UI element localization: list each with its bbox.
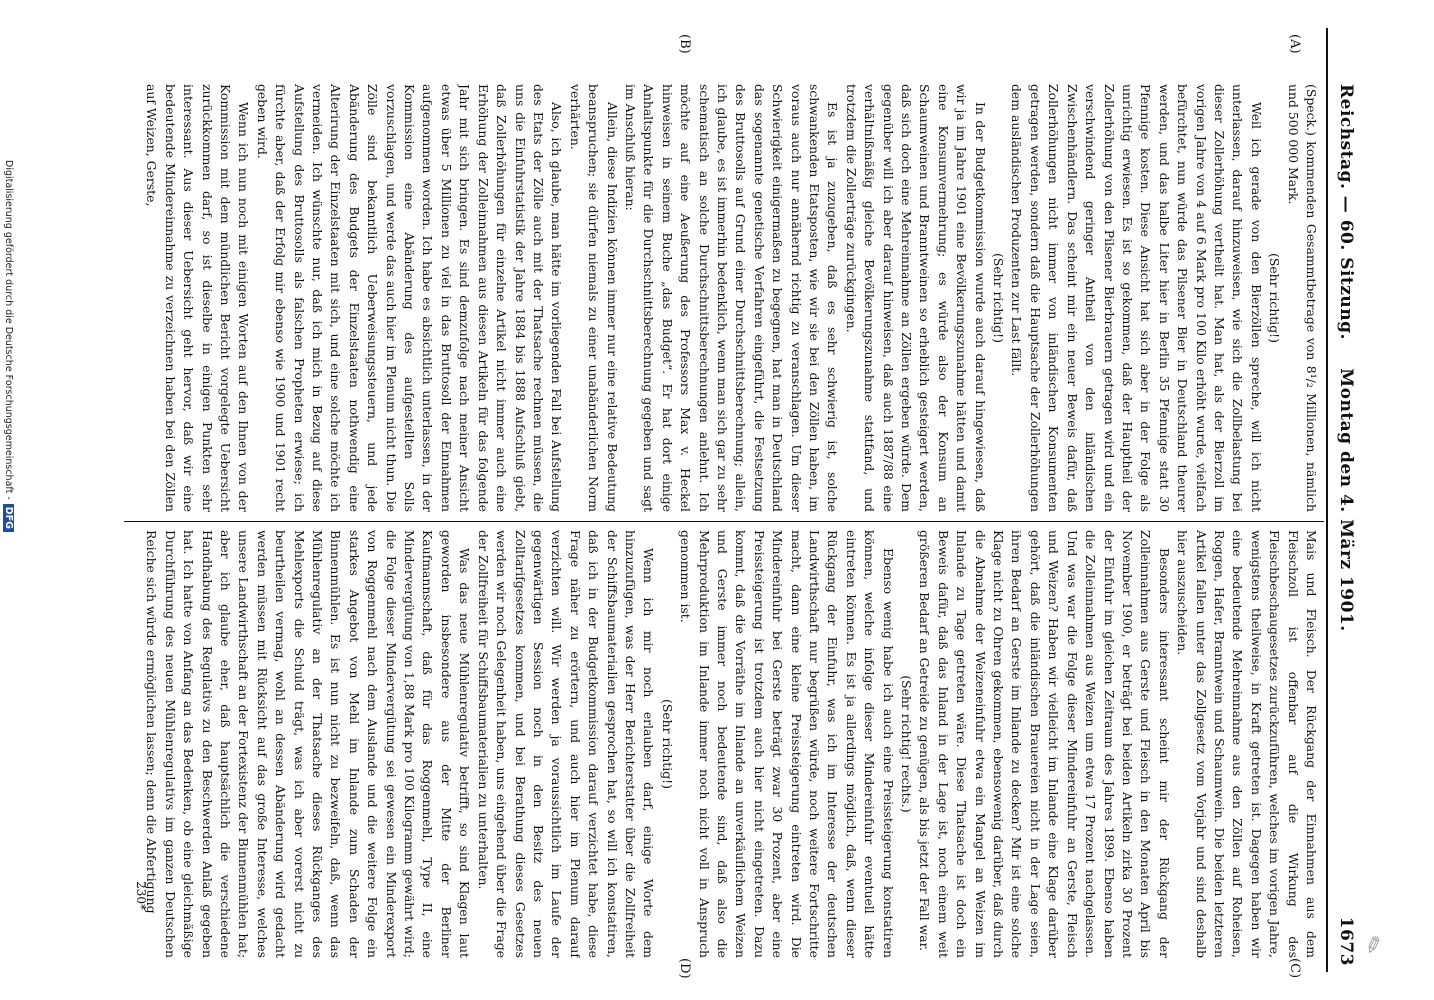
header-rule xyxy=(1326,28,1328,972)
header-date: Montag den 4. März 1901. xyxy=(1336,368,1356,632)
paragraph: Mais und Fleisch. Der Rückgang der Einnahmen aus dem Fleischzoll ist offenbar auf die Wirkung des Fleischbeschaugesetzes zurückzuführen, welches im vorigen Jahre, wenigstens theilweise, in Kraft getreten ist. Dagegen haben wir eine bedeutende Mehreinnahme aus den Zöllen auf Roheisen, Roggen, Hafer, Branntwein und Schaumwein. Die beiden letzteren Artikel fallen unter das Zollgesetz vom Vorjahr und sind deshalb hier auszuscheiden. xyxy=(1175,530,1319,958)
digitization-credit xyxy=(3,160,14,980)
margin-letter-b: (B) xyxy=(677,34,692,54)
handwritten-mark-icon: ✎ xyxy=(1356,932,1387,959)
header-session: Reichstag. — 60. Sitzung. xyxy=(1336,84,1356,340)
interjection: (Sehr richtig!) xyxy=(659,699,675,789)
margin-letter-c: (C) xyxy=(1287,958,1302,979)
margin-letter-d: (D) xyxy=(677,958,692,979)
paragraph: Also, ich glaube, man hätte im vorliegenden Fall bei Aufstellung des Etats der Zölle auch mit der Thatsache rechnen müssen, die uns die Einfuhrstatistik der Jahre 1884 bis 1888 Aufschluß giebt, daß Zollerhöhungen für einzelne Artikel nicht immer auch eine Erhöhung der Zolleinnahmen aus diesen Artikeln für das folgende Jahr mit sich bringen. Es sind demzufolge nach meiner Ansicht etwas über 5 Millionen zu viel in das Bruttosoll der Einnahmen aufgenommen worden. Ich habe es absichtlich unterlassen, in der Kommission eine Abänderung des aufgestellten Solls vorzuschlagen, und werde das auch hier im Plenum nicht thun. Die Zölle sind bekanntlich Ueberweisungssteuern, und jede Abänderung des Budgets der Einzelstaaten nothwendig eine Alterirung der Einzelstaaten mit sich, und eine solche möchte ich vermeiden. Ich wünschte nur, daß ich mich in Bezug auf diese Aufstellung des Bruttosolls als falschen Propheten erwiese; ich fürchte aber, daß der Erfolg mir ebenso wie 1900 und 1901 recht geben wird. xyxy=(254,84,565,512)
paragraph: Es ist ja zuzugeben, daß es sehr schwierig ist, solche schwankenden Etatsposten, wie wir sie bei den Zöllen haben, im voraus auch nur annähernd richtig zu veranschlagen. Um dieser Schwierigkeit einigermaßen zu begegnen, hat man in Deutschland das sogenannte genetische Verfahren eingeführt, die Festsetzung des Bruttosolls auf Grund einer Durchschnittsberechnung; allein, ich glaube, es ist immerhin bedenklich, wenn man sich gar zu sehr schematisch an solche Durchschnittsberechnungen anlehnt. Ich möchte auf eine Aeußerung des Professors Max v. Heckel hinweisen in seinem Buche „das Budget“. Er hat dort einige Anhaltspunkte für die Durchschnittsberechnung gegeben und sagt im Anschluß hieran: xyxy=(622,84,841,512)
margin-letter-a: (A) xyxy=(1287,34,1302,54)
column-divider xyxy=(124,521,1324,522)
dfg-logo: DFG xyxy=(3,504,14,532)
page-header xyxy=(1330,28,1364,972)
interjection: (Sehr richtig! rechts.) xyxy=(899,675,915,813)
credit-text: Digitalisierung gefördert durch die Deutsche Forschungsgemeinschaft - xyxy=(3,160,14,500)
paragraph: In der Budgetkommission wurde auch darauf hingewiesen, daß wir ja im Jahre 1901 eine Bevölkerungszunahme hätten und damit eine Konsumvermehrung; es würde also der Konsum an Schaumweinen und Branntweinen so erheblich gesteigert werden, daß sich doch eine Mehreinnahme an Zöllen ergeben würde. Dem gegenüber will ich aber darauf hinweisen, daß auch 1887/88 eine verhältnißmäßig gleiche Bevölkerungszunahme stattfand, und trotzdem die Zollerträge zurückgingen. xyxy=(843,84,988,512)
left-column xyxy=(130,84,1320,512)
interjection: (Sehr richtig!) xyxy=(1267,253,1283,343)
paragraph: (Speck.) kommenden Gesammtbetrage von 8¹/₂ Millionen, nämlich und 500 000 Mark. xyxy=(1285,84,1319,512)
paragraph: Wenn ich nun noch mit einigen Worten auf den Ihnen von der Kommission mit dem mündlichen Bericht vorgelegte Uebersicht zurückkommen darf, so ist dieselbe in einigen Punkten sehr interessant. Aus dieser Uebersicht geht hervor, daß wir eine bedeutende Mindereinnahme zu verzeichnen haben bei den Zöllen auf Weizen, Gerste, xyxy=(144,84,252,512)
quotation: Allein, diese Indizien können immer nur eine relative Bedeutung beanspruchen; sie dürfen niemals zu einer unabänderlichen Norm verhärten. xyxy=(567,84,620,512)
header-page-number: 1673 xyxy=(1336,916,1356,966)
right-column xyxy=(130,530,1320,958)
paragraph: Was das neue Mühlenregulativ betrifft, so sind Klagen laut geworden insbesondere aus der Mitte der Berliner Kaufmannschaft, daß für das Roggenmehl, Type II, eine Mindervergütung von 1,88 Mark pro 100 Kilogramm gewährt wird; die Folge dieser Mindervergütung sei gewesen ein Minderexport von Roggenmehl nach dem Auslande und die weitere Folge ein starkes Angebot von Mehl im Inlande zum Schaden der Binnenmühlen. Es ist nun nicht zu bezweifeln, daß, wenn das Mühlenregulativ an der Thatsache dieses Rückganges des Mehlexports die Schuld trägt, was ich aber vorerst nicht zu beurtheilen vermag, wohl an dessen Abänderung wird gedacht werden müssen mit Rücksicht auf das große Interesse, welches unsere Landwirthschaft an der Fortexistenz der Binnenmühlen hat; aber ich glaube eher, daß hauptsächlich die verschiedene Handhabung des Regulativs zu den Beschwerden Anlaß gegeben hat. Ich hatte von Anfang an das Bedenken, ob eine gleichmäßige Durchführung des neuen Mühlenregulativs im ganzen Deutschen Reiche sich würde ermöglichen lassen; denn die Abfertigung xyxy=(144,530,473,958)
interjection: (Sehr richtig!) xyxy=(991,253,1007,343)
paragraph: Wenn ich mir noch erlauben darf, einige Worte dem hinzuzufügen, was der Herr Berichterstatter über die Zollfreiheit der Schiffsbaumaterialien gesprochen hat, so will ich konstatiren, daß ich in der Budgetkommission darauf verzichtet habe, diese Frage näher zu erörtern, und auch hier im Plenum darauf verzichten will. Wir werden ja voraussichtlich im Laufe der gegenwärtigen Session noch in den Besitz des neuen Zolltarifgesetzes kommen, und bei Berathung dieses Gesetzes werden wir noch Gelegenheit haben, uns eingehend über die Frage der Zollfreiheit für Schiffsbaumaterialien zu unterhalten. xyxy=(475,530,657,958)
signature-mark: 230* xyxy=(134,881,148,910)
paragraph: Weil ich gerade von den Bierzöllen spreche, will ich nicht unterlassen, darauf hinzuweisen, wie sich die Zollbelastung bei dieser Zollerhöhung vertheilt hat. Man hat, als der Bierzoll im vorigen Jahre von 4 auf 6 Mark pro 100 Kilo erhöht wurde, vielfach befürchtet, nun würde das Pilsener Bier in Deutschland theurer werden, und das halbe Liter hier in Berlin 35 Pfennige statt 30 Pfennige kosten. Diese Ansicht hat sich aber in der Folge als unrichtig erwiesen. Es ist so gekommen, daß der Hauptheil der Zollerhöhung von den Pilsener Bierbrauern getragen wird und ein verschwindend geringer Antheil von den inländischen Zwischenhändlern. Das scheint mir ein neuer Beweis dafür, daß Zollerhöhungen nicht immer von inländischen Konsumenten getragen werden, sondern daß die Hauptsache der Zollerhöhungen dem ausländischen Produzenten zur Last fällt. xyxy=(1009,84,1264,512)
paragraph: Ebenso wenig habe ich auch eine Preissteigerung konstatiren können, welche infolge dieser Mindereinfuhr eventuell hätte eintreten können. Es ist ja allerdings möglich, daß, wenn dieser Rückgang der Einfuhr, was ich im Interesse der deutschen Landwirthschaft nur begrüßen würde, noch weitere Fortschritte macht, dann eine kleine Preissteigerung eintreten wird. Die Mindereinfuhr bei Gerste beträgt zwar 30 Prozent, aber eine Preissteigerung ist trotzdem auch hier nicht eingetreten. Dazu kommt, daß die Vorräthe im Inlande an unverkäuflichem Weizen und Gerste immer noch bedeutende sind, daß also die Mehrproduktion im Inlande immer noch nicht voll in Anspruch genommen ist. xyxy=(678,530,896,958)
paragraph: Besonders interessant scheint mir der Rückgang der Zolleinnahmen aus Gerste und Fleisch in den Monaten April bis November 1900, er beträgt bei beiden Artikeln zirka 30 Prozent der Einfuhr im gleichen Zeitraum des Jahres 1899. Ebenso haben die Zolleinnahmen aus Weizen um etwa 17 Prozent nachgelassen. Und was war die Folge dieser Mindereinfuhr an Gerste, Fleisch und Weizen? Haben wir vielleicht im Inlande eine Klage darüber gehört, daß die inländischen Brauereien nicht in der Lage seien, ihren Bedarf an Gerste im Inlande zu decken? Mir ist eine solche Klage nicht zu Ohren gekommen, ebensowenig darüber, daß durch die Abnahme der Weizeneinfuhr etwa ein Mangel an Weizen im Inlande zu Tage getreten wäre. Diese Thatsache ist doch ein Beweis dafür, daß das Inland in der Lage ist, noch einem weit größeren Bedarf an Getreide zu genügen, als bis jetzt der Fall war. xyxy=(917,530,1172,958)
